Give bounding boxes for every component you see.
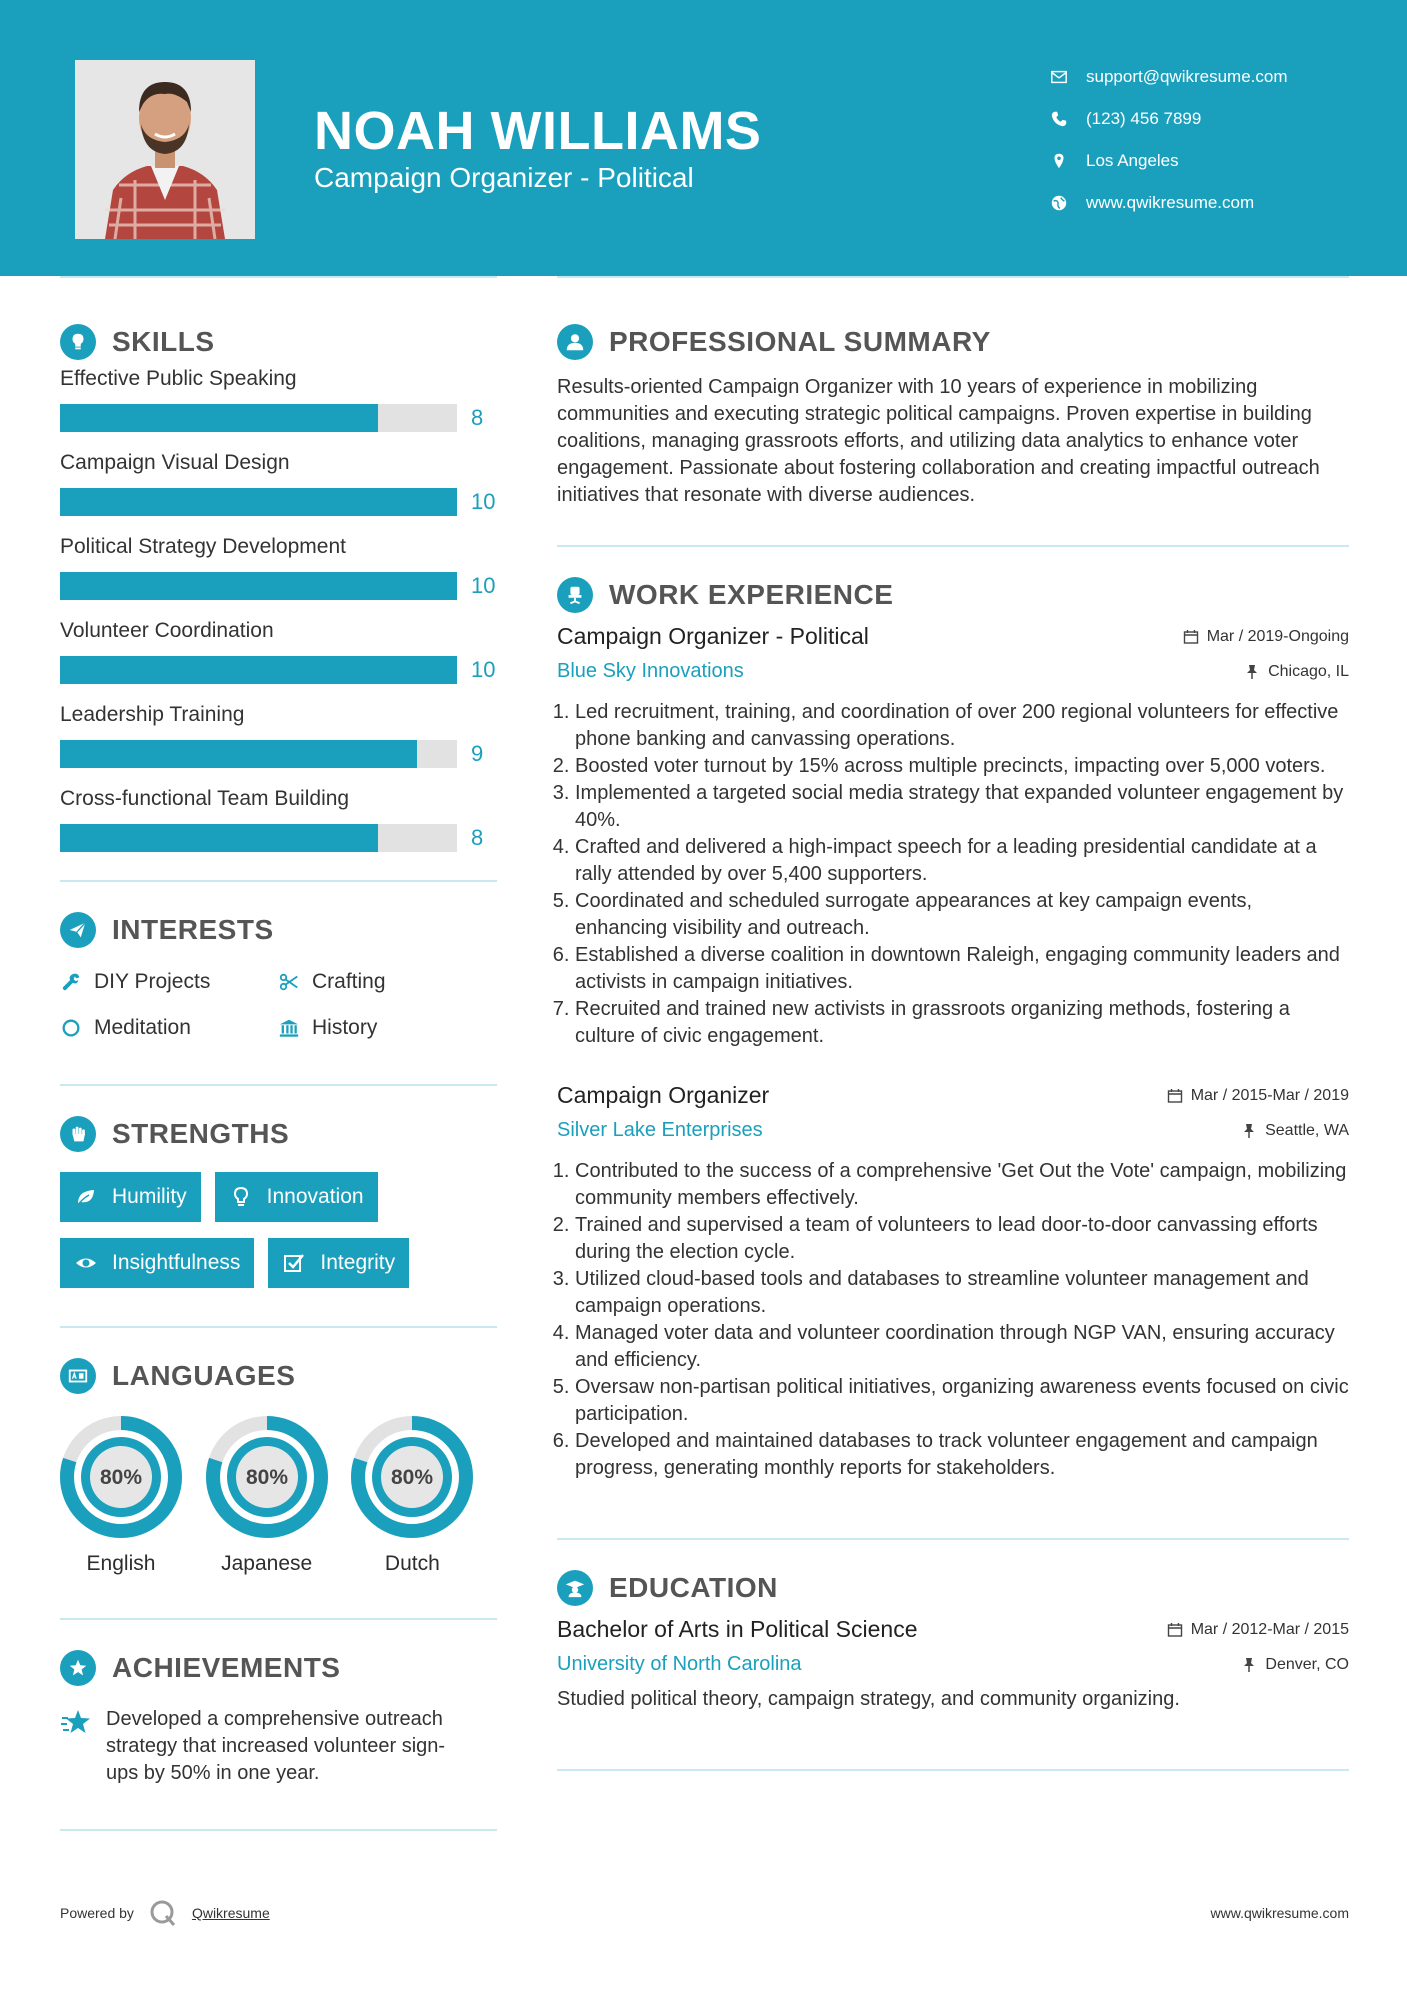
strength-label: Integrity — [320, 1251, 396, 1274]
interest-label: Crafting — [312, 970, 386, 993]
strengths-section — [60, 1114, 497, 1288]
envelope-icon — [1050, 68, 1068, 86]
interest-label: DIY Projects — [94, 970, 211, 993]
circle-icon — [60, 1017, 82, 1039]
globe-icon — [1050, 194, 1068, 212]
job-dates-text: Mar / 2015-Mar / 2019 — [1190, 1086, 1349, 1104]
strength-tag — [268, 1238, 409, 1288]
skill-bar-fill — [60, 740, 417, 768]
skill-value: 10 — [471, 489, 496, 514]
summary-title: PROFESSIONAL SUMMARY — [609, 326, 991, 357]
experience-heading — [557, 575, 1349, 615]
powered-by-text: Powered by — [60, 1905, 134, 1921]
education-heading — [557, 1568, 1349, 1608]
skill-bar — [60, 656, 457, 684]
skill-name: Political Strategy Development — [60, 535, 346, 558]
degree-title: Bachelor of Arts in Political Science — [557, 1616, 918, 1642]
profile-photo-illustration — [75, 60, 255, 239]
skill-name: Effective Public Speaking — [60, 367, 297, 390]
job-bullet: 5. Coordinated and scheduled surrogate appearances at key campaign events, enhancing visibility and outreach. — [575, 888, 1349, 942]
divider — [557, 1538, 1349, 1540]
divider — [60, 1829, 497, 1831]
education-dates-text: Mar / 2012-Mar / 2015 — [1190, 1620, 1349, 1638]
interests-list — [60, 968, 497, 1042]
skill-name: Cross-functional Team Building — [60, 787, 350, 810]
skill-name: Leadership Training — [60, 703, 245, 726]
leaf-icon — [74, 1185, 98, 1209]
strengths-heading — [60, 1114, 497, 1154]
company-name: Silver Lake Enterprises — [557, 1119, 763, 1141]
job-location-text: Seattle, WA — [1265, 1121, 1349, 1139]
skill-value: 8 — [471, 825, 484, 850]
job-bullet: 3. Implemented a targeted social media strategy that expanded volunteer engagement by 40%. — [575, 780, 1349, 834]
profile-photo — [75, 60, 255, 239]
divider — [557, 1769, 1349, 1771]
experience-title: WORK EXPERIENCE — [609, 579, 894, 610]
skill-value: 10 — [471, 657, 496, 682]
footer-powered-by — [60, 1898, 270, 1928]
office-chair-icon — [557, 577, 593, 613]
divider — [60, 276, 497, 278]
skill-bar-fill — [60, 404, 378, 432]
education-location — [1241, 1656, 1349, 1674]
checkbox-icon — [282, 1251, 306, 1275]
skill-bar — [60, 740, 457, 768]
eye-icon — [74, 1251, 98, 1275]
contact-phone[interactable] — [1050, 98, 1288, 140]
job-bullet: 1. Contributed to the success of a comprehensive 'Get Out the Vote' campaign, mobilizing community members effectively. — [575, 1158, 1349, 1212]
achievements-heading — [60, 1648, 497, 1688]
language-percent: 80% — [391, 1466, 434, 1489]
strength-label: Insightfulness — [112, 1251, 241, 1274]
skill-item — [60, 450, 497, 516]
language-ring — [60, 1416, 182, 1538]
job-bullet: 4. Crafted and delivered a high-impact speech for a leading presidential candidate at a rally attended by over 5,400 supporters. — [575, 834, 1349, 888]
achievement-item — [60, 1706, 497, 1787]
job-bullet: 1. Led recruitment, training, and coordination of over 200 regional volunteers for effective phone banking and canvassing operations. — [575, 699, 1349, 753]
divider — [557, 276, 1349, 278]
contact-location — [1050, 140, 1288, 182]
pushpin-icon — [1241, 1123, 1257, 1139]
job-bullet: 6. Established a diverse coalition in downtown Raleigh, engaging community leaders and activists in campaign initiatives. — [575, 942, 1349, 996]
skill-bar-fill — [60, 572, 457, 600]
language-card-icon — [60, 1358, 96, 1394]
languages-list — [60, 1416, 497, 1576]
job-dates — [1183, 628, 1349, 646]
company-name: Blue Sky Innovations — [557, 660, 744, 682]
graduate-icon — [557, 1570, 593, 1606]
skill-value: 8 — [471, 405, 484, 430]
strengths-title: STRENGTHS — [112, 1118, 290, 1149]
strength-tag — [60, 1172, 201, 1222]
education-title: EDUCATION — [609, 1572, 778, 1603]
qwikresume-logo-icon — [148, 1898, 178, 1928]
language-percent: 80% — [245, 1466, 288, 1489]
footer-brand-link[interactable]: Qwikresume — [191, 1905, 270, 1921]
skill-name: Volunteer Coordination — [60, 619, 274, 642]
education-description: Studied political theory, campaign strategy, and community organizing. — [557, 1688, 1180, 1710]
job-location — [1241, 1122, 1349, 1140]
education-entry — [557, 1616, 1349, 1713]
language-percent: 80% — [99, 1466, 143, 1489]
job-entry — [557, 1082, 1349, 1482]
education-location-text: Denver, CO — [1265, 1655, 1349, 1673]
language-item — [351, 1416, 497, 1576]
job-dates — [1167, 1087, 1349, 1105]
job-bullet: 5. Oversaw non-partisan political initiatives, organizing awareness events focused on civic participation. — [575, 1374, 1349, 1428]
map-pin-icon — [1050, 152, 1068, 170]
language-name: Dutch — [384, 1552, 440, 1575]
calendar-icon — [1167, 1622, 1183, 1638]
strength-label: Humility — [112, 1185, 187, 1208]
pushpin-icon — [1244, 664, 1260, 680]
divider — [557, 545, 1349, 547]
achievements-section — [60, 1648, 497, 1787]
job-bullet: 7. Recruited and trained new activists in grassroots organizing methods, fostering a culture of civic engagement. — [575, 996, 1349, 1050]
languages-heading — [60, 1356, 497, 1396]
language-name: Japanese — [221, 1552, 313, 1575]
skill-value: 9 — [471, 741, 484, 766]
school-name: University of North Carolina — [557, 1653, 802, 1675]
skill-bar-fill — [60, 488, 457, 516]
wrench-icon — [60, 971, 82, 993]
job-dates-text: Mar / 2019-Ongoing — [1206, 627, 1349, 645]
interest-label: History — [312, 1016, 378, 1039]
resume-header — [0, 0, 1407, 276]
contact-website[interactable] — [1050, 182, 1288, 224]
interest-item — [60, 1014, 278, 1042]
skill-bar-fill — [60, 824, 378, 852]
contact-website-text: www.qwikresume.com — [1086, 193, 1255, 212]
right-column — [557, 276, 1349, 1771]
paper-plane-icon — [60, 912, 96, 948]
job-title: Campaign Organizer - Political — [557, 623, 869, 649]
skills-section — [60, 322, 497, 852]
strength-tag — [215, 1172, 378, 1222]
job-title: Campaign Organizer — [557, 1082, 770, 1108]
job-bullet: 3. Utilized cloud-based tools and databases to streamline volunteer management and campaign operations. — [575, 1266, 1349, 1320]
skill-item — [60, 702, 497, 768]
achievements-title: ACHIEVEMENTS — [112, 1652, 341, 1683]
job-bullets — [557, 1158, 1349, 1482]
star-badge-icon — [60, 1650, 96, 1686]
languages-title: LANGUAGES — [112, 1360, 296, 1391]
contact-list — [1050, 56, 1288, 224]
divider — [60, 1326, 497, 1328]
job-location — [1244, 663, 1349, 681]
scissors-icon — [278, 971, 300, 993]
skill-bar — [60, 824, 457, 852]
candidate-role: Campaign Organizer - Political — [314, 162, 694, 193]
interest-item — [278, 968, 496, 996]
phone-icon — [1050, 110, 1068, 128]
skill-bar — [60, 572, 457, 600]
interests-title: INTERESTS — [112, 914, 274, 945]
divider — [60, 880, 497, 882]
contact-email-text: support@qwikresume.com — [1086, 67, 1288, 86]
education-dates — [1167, 1621, 1349, 1639]
job-bullet: 4. Managed voter data and volunteer coordination through NGP VAN, ensuring accuracy and efficiency. — [575, 1320, 1349, 1374]
job-bullet: 2. Boosted voter turnout by 15% across multiple precincts, impacting over 5,000 voters. — [575, 753, 1349, 780]
museum-icon — [278, 1017, 300, 1039]
skill-item — [60, 786, 497, 852]
calendar-icon — [1167, 1088, 1183, 1104]
interest-item — [278, 1014, 496, 1042]
pushpin-icon — [1241, 1657, 1257, 1673]
interests-section — [60, 910, 497, 1042]
skill-value: 10 — [471, 573, 496, 598]
skills-heading — [60, 322, 497, 362]
skill-item — [60, 366, 497, 432]
candidate-name: NOAH WILLIAMS — [314, 101, 762, 161]
divider — [60, 1084, 497, 1086]
lightbulb-icon — [60, 324, 96, 360]
skills-title: SKILLS — [112, 326, 215, 357]
strengths-list — [60, 1172, 497, 1288]
experience-section — [557, 575, 1349, 1482]
left-column — [60, 276, 497, 1831]
interest-label: Meditation — [94, 1016, 191, 1039]
strength-tag — [60, 1238, 254, 1288]
footer-website[interactable]: www.qwikresume.com — [1210, 1905, 1349, 1921]
language-item — [206, 1416, 352, 1576]
interest-item — [60, 968, 278, 996]
job-entry — [557, 623, 1349, 1050]
job-location-text: Chicago, IL — [1268, 662, 1349, 680]
summary-section — [557, 322, 1349, 509]
job-bullet: 6. Developed and maintained databases to track volunteer engagement and campaign progress, generating monthly reports for stakeholders. — [575, 1428, 1349, 1482]
language-ring — [351, 1416, 473, 1538]
achievement-text: Developed a comprehensive outreach strategy that increased volunteer sign-ups by 50% in one year. — [106, 1708, 446, 1784]
calendar-icon — [1183, 629, 1199, 645]
contact-phone-text: (123) 456 7899 — [1086, 109, 1202, 128]
skill-bar — [60, 488, 457, 516]
language-item — [60, 1416, 206, 1576]
job-bullets — [557, 699, 1349, 1050]
contact-location-text: Los Angeles — [1086, 151, 1179, 170]
contact-email[interactable] — [1050, 56, 1288, 98]
language-ring — [206, 1416, 328, 1538]
skill-name: Campaign Visual Design — [60, 451, 290, 474]
interests-heading — [60, 910, 497, 950]
strength-label: Innovation — [266, 1185, 364, 1208]
job-bullet: 2. Trained and supervised a team of volunteers to lead door-to-door canvassing efforts during the election cycle. — [575, 1212, 1349, 1266]
languages-section — [60, 1356, 497, 1576]
divider — [60, 1618, 497, 1620]
skills-list — [60, 366, 497, 852]
language-name: English — [86, 1552, 156, 1575]
summary-heading — [557, 322, 1349, 362]
skill-bar-fill — [60, 656, 457, 684]
lightbulb-outline-icon — [229, 1185, 253, 1209]
skill-item — [60, 618, 497, 684]
star-icon — [60, 1706, 92, 1738]
education-section — [557, 1568, 1349, 1713]
fist-icon — [60, 1116, 96, 1152]
skill-bar — [60, 404, 457, 432]
summary-text: Results-oriented Campaign Organizer with 10 years of experience in mobilizing communities and executing strategic political campaigns. Proven expertise in building coalitions, managing grassroots efforts, and utilizing data analytics to enhance voter engagement. Passionate about fostering collaboration and creating impactful outreach initiatives that resonate with diverse audiences. — [557, 376, 1320, 506]
skill-item — [60, 534, 497, 600]
user-icon — [557, 324, 593, 360]
